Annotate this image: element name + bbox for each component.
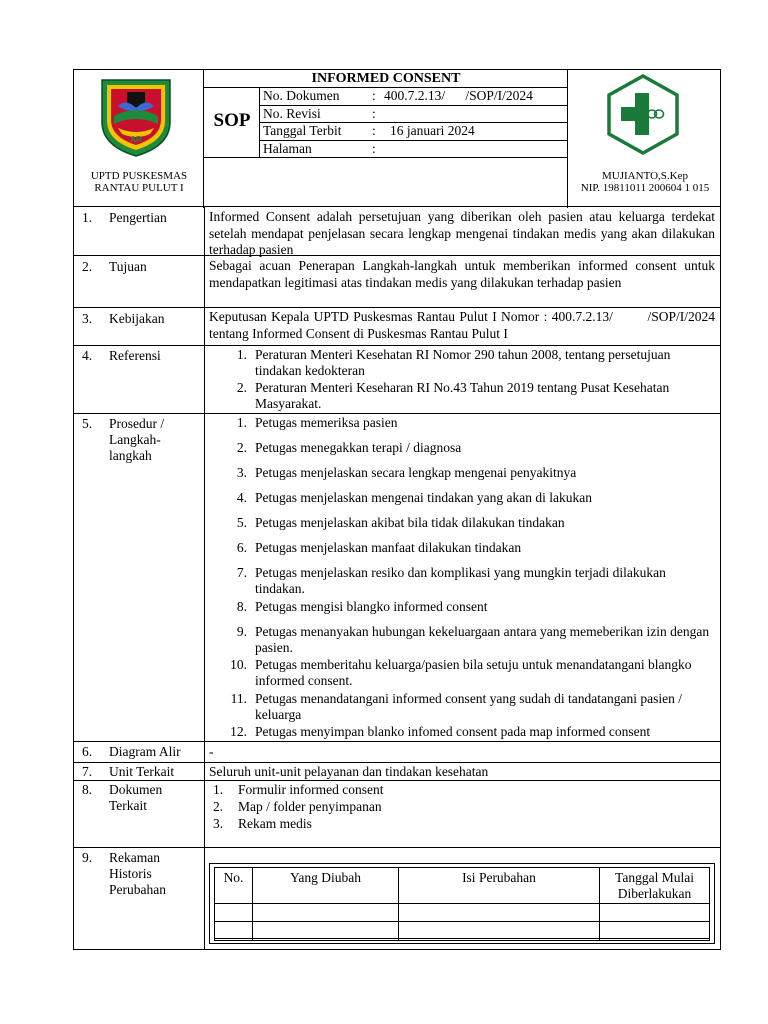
list-number: 4. <box>236 490 247 505</box>
section-label <box>109 782 201 814</box>
meta-key: No. Revisi <box>263 106 321 121</box>
list-number: 12. <box>230 724 247 739</box>
table-header-isi-perubahan: Isi Perubahan <box>462 870 536 885</box>
section-label: Tujuan <box>109 259 147 274</box>
divider <box>74 307 720 308</box>
table-header-yang-diubah: Yang Diubah <box>289 870 361 885</box>
list-number: 9. <box>236 624 247 639</box>
section-number: 3. <box>82 311 93 326</box>
meta-colon: : <box>372 141 376 156</box>
divider <box>74 847 720 848</box>
list-text: Formulir informed consent <box>238 782 384 797</box>
meta-key: Tanggal Terbit <box>263 123 342 138</box>
label-line: Prosedur / <box>109 416 165 431</box>
divider <box>74 741 720 742</box>
section-label: Kebijakan <box>109 311 165 326</box>
label-line: langkah <box>109 448 152 463</box>
section-number: 6. <box>82 744 93 759</box>
label-line: Perubahan <box>109 882 166 897</box>
list-text: Petugas menjelaskan manfaat dilakukan tindakan <box>255 540 522 555</box>
divider <box>74 762 720 763</box>
meta-row-tanggal <box>260 122 568 140</box>
section-number: 4. <box>82 348 93 363</box>
list-number: 5. <box>236 515 247 530</box>
section-text: Keputusan Kepala UPTD Puskesmas Rantau Pulut I Nomor : 400.7.2.13/ /SOP/I/2024 tentang Informed Consent di Puskesmas Rantau Pulut I <box>209 309 719 341</box>
org-line: RANTAU PULUT I <box>94 182 184 194</box>
list-number: 2. <box>236 440 247 455</box>
divider <box>215 921 709 922</box>
list-number: 2. <box>213 799 224 814</box>
divider <box>74 345 720 346</box>
list-text: Map / folder penyimpanan <box>238 799 382 814</box>
head-nip: NIP. 19811011 200604 1 015 <box>580 182 710 194</box>
list-number: 11. <box>230 691 247 706</box>
meta-colon: : <box>372 123 376 138</box>
regency-emblem-icon <box>96 76 176 158</box>
list-number: 8. <box>236 599 247 614</box>
list-number: 6. <box>236 540 247 555</box>
svg-text:AR: AR <box>130 135 142 144</box>
section-number: 1. <box>82 210 93 225</box>
section-number: 8. <box>82 782 93 797</box>
org-line: UPTD PUSKESMAS <box>90 170 188 182</box>
list-text: Petugas memberitahu keluarga/pasien bila setuju untuk menandatangani blangko informed consent. <box>255 657 692 688</box>
table-header-tanggal <box>600 870 709 902</box>
head-name: MUJIANTO,S.Kep <box>602 170 688 182</box>
puskesmas-logo-icon <box>604 73 682 155</box>
meta-key: No. Dokumen <box>263 88 340 103</box>
divider <box>215 938 709 939</box>
divider <box>204 207 205 950</box>
header-line: Tanggal Mulai <box>615 870 694 885</box>
meta-row-revisi <box>260 105 568 123</box>
sop-label: SOP <box>213 110 251 131</box>
list-text: Rekam medis <box>238 816 312 831</box>
document-title: INFORMED CONSENT <box>311 71 461 86</box>
list-text: Petugas mengisi blangko informed consent <box>255 599 488 614</box>
meta-value: 400.7.2.13/ /SOP/I/2024 <box>384 88 533 103</box>
label-line: Langkah- <box>109 432 161 447</box>
list-text: Petugas menyimpan blanko infomed consent pada map informed consent <box>255 724 651 739</box>
list-number: 1. <box>236 415 247 430</box>
label-line: Terkait <box>109 798 148 813</box>
section-text: - <box>209 744 214 759</box>
section-label <box>109 850 201 898</box>
divider <box>215 903 709 904</box>
list-text: Petugas menegakkan terapi / diagnosa <box>255 440 462 455</box>
label-line: Dokumen <box>109 782 163 797</box>
list-number: 10. <box>230 657 247 672</box>
list-number: 1. <box>213 782 224 797</box>
list-text: Petugas menjelaskan mengenai tindakan yang akan di lakukan <box>255 490 593 505</box>
list-text: Peraturan Menteri Kesehatan RI Nomor 290 tahun 2008, tentang persetujuan tindakan kedokteran <box>255 347 671 378</box>
revision-history-table <box>209 863 715 944</box>
label-line: Rekaman <box>109 850 160 865</box>
list-text: Petugas menjelaskan akibat bila tidak dilakukan tindakan <box>255 515 565 530</box>
table-header-no: No. <box>223 870 244 885</box>
divider <box>74 413 720 414</box>
section-label: Diagram Alir <box>109 744 181 759</box>
list-number: 2. <box>236 380 247 395</box>
list-number: 3. <box>213 816 224 831</box>
meta-colon: : <box>372 88 376 103</box>
section-label <box>109 416 201 464</box>
meta-row-dokumen <box>260 87 568 105</box>
list-text: Petugas memeriksa pasien <box>255 415 398 430</box>
meta-value: 16 januari 2024 <box>390 123 475 138</box>
list-text: Peraturan Menteri Keseharan RI No.43 Tahun 2019 tentang Pusat Kesehatan Masyarakat. <box>255 380 670 411</box>
list-number: 3. <box>236 465 247 480</box>
document-header <box>73 69 721 207</box>
list-text: Petugas menjelaskan resiko dan komplikasi yang mungkin terjadi dilakukan tindakan. <box>255 565 666 596</box>
sop-body-table <box>73 207 721 950</box>
section-text: Seluruh unit-unit pelayanan dan tindakan kesehatan <box>209 764 489 779</box>
header-line: Diberlakukan <box>617 886 692 901</box>
section-label: Referensi <box>109 348 161 363</box>
list-text: Petugas menjelaskan secara lengkap mengenai penyakitnya <box>255 465 577 480</box>
organization-name <box>74 170 204 194</box>
head-signatory <box>568 170 722 194</box>
section-number: 5. <box>82 416 93 431</box>
section-label: Unit Terkait <box>109 764 175 779</box>
meta-row-halaman <box>260 140 568 158</box>
section-number: 7. <box>82 764 93 779</box>
label-line: Historis <box>109 866 152 881</box>
meta-key: Halaman <box>263 141 312 156</box>
table-frame <box>214 867 710 941</box>
list-number: 1. <box>236 347 247 362</box>
section-text: Informed Consent adalah persetujuan yang diberikan oleh pasien atau keluarga terdekat setelah mendapat penjelasan secara lengkap mengenai tindakan medis yang akan dilakukan terhadap pasien <box>209 209 715 257</box>
section-label: Pengertian <box>109 210 167 225</box>
section-number: 2. <box>82 259 93 274</box>
list-text: Petugas menanyakan hubungan kekeluargaan antara yang memeberikan izin dengan pasien. <box>255 624 710 655</box>
list-number: 7. <box>236 565 247 580</box>
meta-colon: : <box>372 106 376 121</box>
section-text: Sebagai acuan Penerapan Langkah-langkah untuk memberikan informed consent untuk mendapatkan legitimasi atas tindakan medis yang dilakukan terhadap pasien <box>209 258 715 290</box>
section-number: 9. <box>82 850 93 865</box>
list-text: Petugas menandatangani informed consent yang sudah di tandatangani pasien / keluarga <box>255 691 683 722</box>
sop-document <box>73 69 721 950</box>
